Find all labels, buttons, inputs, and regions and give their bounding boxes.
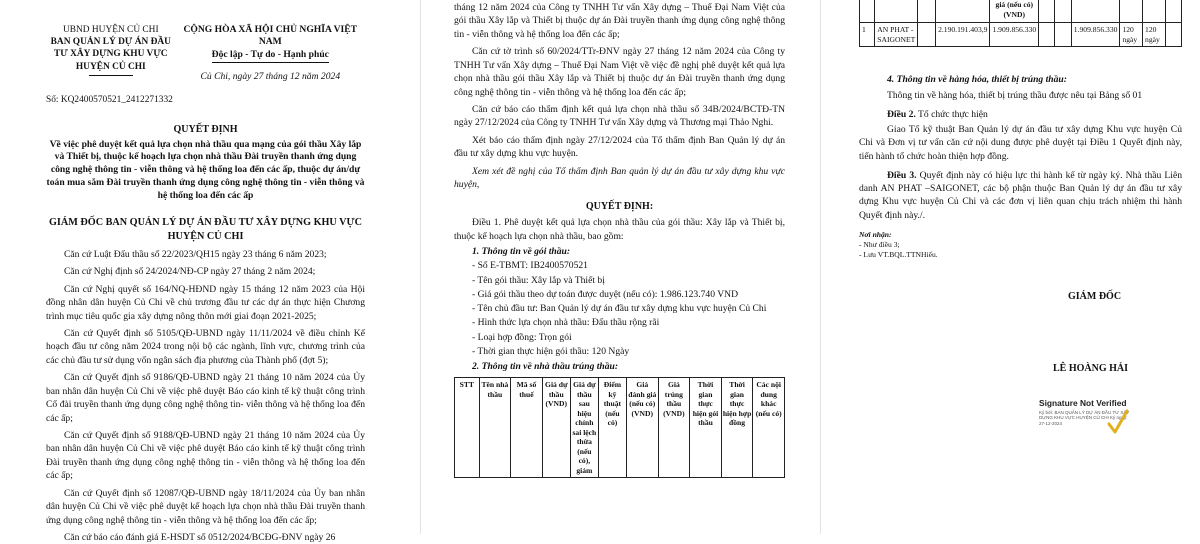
document-title: QUYẾT ĐỊNH: [173, 123, 238, 135]
section-2-title: 2. Thông tin về nhà thầu trúng thầu:: [472, 361, 619, 372]
signature-details: Ký bởi: BAN QUẢN LÝ DỰ ÁN ĐẦU TƯ XÂY DỰNG KHU VỰC HUYỆN CỦ CHI Ký ngày: 27-12-2024: [1039, 409, 1130, 426]
legal-basis-list: [46, 248, 365, 544]
section-4-text: Thông tin về hàng hóa, thiết bị trúng thầu được nêu tại Bảng số 01: [887, 89, 1143, 101]
body-paragraph: Xét báo cáo thẩm định ngày 27/12/2024 của Tổ thẩm định Ban Quản lý dự án đầu tư xây dựng khu vực huyện.: [454, 134, 785, 160]
body-paragraph: Căn cứ tờ trình số 60/2024/TTr-ĐNV ngày 27 tháng 12 năm 2024 của Công ty TNHH Tư vấn Xây dựng – Thuế Đại Nam Việt về việc đề nghị phê duyệt kết quả lựa chọn nhà thầu gói thầu Xây lắp và Thiết bị thuộc dự án Đài truyền thanh ứng dụng công nghệ thông tin - viễn thông và hệ thống loa đến các ấp;: [454, 46, 785, 98]
table-header-cell: Mã số thuế: [511, 378, 543, 478]
legal-basis-paragraph: Căn cứ Nghị quyết số 164/NQ-HĐND ngày 15 tháng 12 năm 2023 của Hội đồng nhân dân huyện Củ Chi về chủ trương đầu tư các dự án thực hiện Chương trình mục tiêu quốc gia xây dựng nông thôn mới giai đoạn 2021-2025;: [46, 283, 365, 322]
legal-basis-paragraph: Căn cứ báo cáo đánh giá E-HSDT số 0512/2024/BCĐG-ĐNV ngày 26: [64, 531, 336, 543]
signer-title: GIÁM ĐỐC: [1068, 291, 1122, 302]
table-header-cell: Giá dự thầu sau hiệu chỉnh sai lệch thừa (nếu có), giảm: [570, 378, 598, 478]
signer-name: LÊ HOÀNG HẢI: [1053, 363, 1129, 374]
table-header-cell: giá (nếu có) (VND): [990, 0, 1039, 22]
national-header: [176, 24, 365, 84]
issuing-authority: GIÁM ĐỐC BAN QUẢN LÝ DỰ ÁN ĐẦU TƯ XÂY DỰNG KHU VỰC HUYỆN CỦ CHI: [49, 217, 362, 243]
signature-check-icon: [1107, 408, 1129, 436]
package-info-item: - Thời gian thực hiện gói thầu: 120 Ngày: [472, 345, 630, 357]
package-info-item: - Loại hợp đồng: Trọn gói: [472, 331, 572, 343]
package-info-item: - Hình thức lựa chọn nhà thầu: Đấu thầu rộng rãi: [472, 317, 660, 329]
recipient-item: - Lưu VT.BQL.TTNHiếu.: [859, 250, 938, 260]
recipient-item: - Như điều 3;: [859, 240, 900, 250]
winning-contractor-table-continued: [859, 0, 1182, 47]
table-header-row: [860, 0, 1182, 22]
article-2: [859, 108, 1182, 121]
body-paragraph: Xem xét đề nghị của Tổ thẩm định Ban quản lý dự án đầu tư xây dựng khu vực huyện,: [454, 165, 785, 191]
legal-basis-paragraph: Căn cứ Luật Đấu thầu số 22/2023/QH15 ngày 23 tháng 6 năm 2023;: [64, 248, 327, 260]
article-2-text: Giao Tổ kỹ thuật Ban Quản lý dự án đầu tư xây dựng Khu vực huyện Củ Chi và Đơn vị tư vấn căn cứ nội dung được phê duyệt tại Điều 1 Quyết định này, tiến hành tổ chức hoàn thiện hợp đồng.: [859, 124, 1182, 162]
document-subject: Về việc phê duyệt kết quả lựa chọn nhà thầu qua mạng của gói thầu Xây lắp và Thiết bị, thuộc kế hoạch lựa chọn nhà thầu Đài truyền thanh ứng dụng công nghệ thông tin - viễn thông và hệ thống loa đến các ấp, thuộc dự án/dự toán mua sắm Đài truyền thanh ứng dụng công nghệ thông tin - viễn thông và hệ thống loa đến các ấp: [46, 138, 365, 201]
decision-heading: QUYẾT ĐỊNH:: [585, 201, 654, 213]
header-separator: [89, 75, 133, 76]
table-header-row: [455, 378, 785, 478]
article-3-text: Quyết định này có hiệu lực thi hành kể từ ngày ký. Nhà thầu Liên danh AN PHAT –SAIGONET, các bộ phận thuộc Ban Quản lý dự án đầu tư xây dựng Khu vực huyện Củ Chi và các đơn vị liên quan chịu trách nhiệm thi hành Quyết định này./.: [859, 169, 1183, 221]
package-info-item: - Số E-TBMT: IB2400570521: [472, 260, 588, 272]
org-line-2: BAN QUẢN LÝ DỰ ÁN ĐẦU TƯ XÂY DỰNG KHU VỰC HUYỆN CỦ CHI: [50, 37, 171, 72]
article-2-label: Điều 2.: [887, 108, 916, 120]
issue-date: Củ Chi, ngày 27 tháng 12 năm 2024: [200, 71, 341, 83]
national-motto: Độc lập - Tự do - Hạnh phúc: [212, 49, 329, 63]
table-header-cell: Thời gian thực hiện gói thầu: [690, 378, 722, 478]
legal-basis-paragraph: Căn cứ Nghị định số 24/2024/NĐ-CP ngày 27 tháng 2 năm 2024;: [64, 266, 316, 278]
article-3-label: Điều 3.: [887, 169, 917, 181]
table-header-cell: Giá dự thầu (VND): [542, 378, 570, 478]
package-info-item: - Giá gói thầu theo dự toán được duyệt (nếu có): 1.986.123.740 VND: [472, 288, 739, 300]
table-cell-adjusted-price: 1.909.856.330: [990, 22, 1039, 47]
org-line-1: UBND HUYỆN CỦ CHI: [63, 25, 159, 35]
table-row: [860, 22, 1182, 47]
section-4-title: 4. Thông tin về hàng hóa, thiết bị trúng thầu:: [887, 74, 1067, 86]
table-cell-award-price: 1.909.856.330: [1071, 22, 1120, 47]
table-cell-stt: 1: [860, 22, 875, 47]
legal-basis-paragraph: Căn cứ Quyết định số 9188/QĐ-UBND ngày 21 tháng 10 năm 2024 của Ủy ban nhân dân huyện Củ Chi về việc phê duyệt Báo cáo kinh tế kỹ thuật công trình Đài truyền thanh ứng dụng công nghệ thông tin - viễn thông và hệ thống loa đến các ấp;: [46, 429, 365, 482]
document-page-1: [0, 0, 395, 543]
article-3: [859, 169, 1182, 222]
signature-status: Signature Not Verified: [1039, 398, 1127, 408]
nation-name: CỘNG HÒA XÃ HỘI CHỦ NGHĨA VIỆT NAM: [183, 24, 358, 48]
section-1-title: 1. Thông tin về gói thầu:: [472, 246, 571, 258]
article-1: Điều 1. Phê duyệt kết quả lựa chọn nhà thầu của gói thầu: Xây lắp và Thiết bị, thuộc kế hoạch lựa chọn nhà thầu, bao gồm:: [454, 217, 785, 242]
table-cell-contract-duration: 120 ngày: [1143, 22, 1166, 47]
table-header-cell: Các nội dung khác (nếu có): [753, 378, 785, 478]
article-2-heading: Tổ chức thực hiện: [918, 108, 988, 120]
recipients-block: [859, 230, 1182, 261]
table-cell-bid-price: 2.190.191.403,9: [936, 22, 990, 47]
package-info-item: - Tên chủ đầu tư: Ban Quản lý dự án đầu tư xây dựng khu vực huyện Củ Chi: [472, 303, 767, 315]
legal-basis-paragraph: Căn cứ Quyết định số 9186/QĐ-UBND ngày 21 tháng 10 năm 2024 của Ủy ban nhân dân huyện Củ Chi về việc phê duyệt Báo cáo kinh tế kỹ thuật công trình Cổ đài truyền thanh ứng dụng công nghệ thông tin- viễn thông và hệ thống loa đến các ấp;: [46, 372, 365, 424]
recipients-label: Nơi nhận:: [859, 229, 892, 239]
legal-basis-paragraph: Căn cứ Quyết định số 5105/QĐ-UBND ngày 11/11/2024 về điều chỉnh Kế hoạch đầu tư công năm 2024 trong nội bộ các ngành, lĩnh vực, chương trình của các chủ đầu tư sử dụng vốn ngân sách địa phương của Thành phố (đợt 5);: [46, 328, 365, 366]
table-cell-package-duration: 120 ngày: [1120, 22, 1143, 47]
document-page-3: [820, 0, 1200, 534]
winning-contractor-table: [454, 377, 785, 478]
table-header-cell: STT: [455, 378, 480, 478]
table-header-cell: Điểm kỹ thuật (nếu có): [598, 378, 626, 478]
body-paragraph: tháng 12 năm 2024 của Công ty TNHH Tư vấn Xây dựng – Thuế Đại Nam Việt của gói thầu Xây lắp và Thiết bị thuộc dự án Đài truyền thanh ứng dụng công nghệ thông tin - viễn thông và hệ thống loa đến các ấp;: [454, 2, 785, 40]
document-page-2: [420, 0, 805, 534]
digital-signature: [1039, 398, 1179, 432]
table-header-cell: Giá trúng thầu (VND): [658, 378, 690, 478]
document-number: Số: KQ2400570521_2412271332: [46, 94, 173, 105]
issuing-organization: [46, 24, 176, 84]
table-header-cell: Thời gian thực hiện hợp đồng: [721, 378, 753, 478]
table-header-cell: Tên nhà thầu: [479, 378, 511, 478]
table-cell-contractor: AN PHAT - SAIGONET: [875, 22, 918, 47]
table-header-cell: Giá đánh giá (nếu có) (VND): [626, 378, 658, 478]
document-header: [46, 24, 365, 84]
legal-basis-paragraph: Căn cứ Quyết định số 12087/QĐ-UBND ngày 18/11/2024 của Ủy ban nhân dân huyện Củ Chi về việc phê duyệt kế hoạch lựa chọn nhà thầu Đài truyền thanh ứng dụng công nghệ thông tin - viễn thông và hệ thống loa đến các ấp;: [46, 487, 365, 526]
body-paragraph: Căn cứ báo cáo thẩm định kết quả lựa chọn nhà thầu số 34B/2024/BCTĐ-TN ngày 27/12/2024 của Công ty TNHH Tư vấn Xây dựng và Thương mại Thảo Nghi.: [454, 103, 785, 129]
package-info-item: - Tên gói thầu: Xây lắp và Thiết bị: [472, 274, 605, 286]
